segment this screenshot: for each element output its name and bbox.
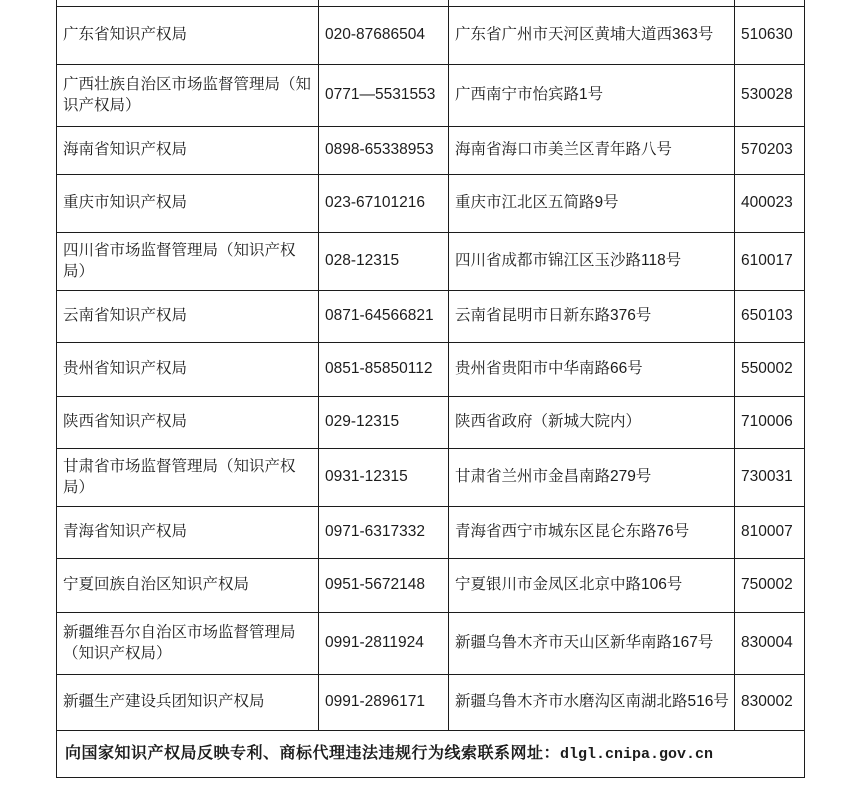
address-cell: 云南省昆明市日新东路376号	[449, 291, 735, 343]
office-name-cell: 贵州省知识产权局	[57, 343, 319, 397]
table-row	[57, 233, 805, 291]
address-cell: 广西南宁市怡宾路1号	[449, 65, 735, 127]
office-name-cell: 宁夏回族自治区知识产权局	[57, 559, 319, 613]
postal-code-cell: 510630	[735, 7, 805, 65]
phone-number-cell: 029-12315	[319, 397, 449, 449]
table-row	[57, 397, 805, 449]
phone-number-cell: 0898-65338953	[319, 127, 449, 175]
postal-code-cell: 830002	[735, 675, 805, 731]
footer-report-url: dlgl.cnipa.gov.cn	[560, 746, 714, 764]
office-name-cell: 青海省知识产权局	[57, 507, 319, 559]
phone-number-cell: 0991-2896171	[319, 675, 449, 731]
table-row	[57, 559, 805, 613]
table-row	[57, 65, 805, 127]
address-cell: 宁夏银川市金凤区北京中路106号	[449, 559, 735, 613]
phone-number-cell: 0851-85850112	[319, 343, 449, 397]
footer-notice-cell	[57, 731, 805, 778]
table-row	[57, 175, 805, 233]
phone-number-cell: 020-87686504	[319, 7, 449, 65]
office-name-cell: 海南省知识产权局	[57, 127, 319, 175]
phone-number-cell: 0991-2811924	[319, 613, 449, 675]
address-cell: 青海省西宁市城东区昆仑东路76号	[449, 507, 735, 559]
postal-code-cell: 550002	[735, 343, 805, 397]
office-name-cell: 广西壮族自治区市场监督管理局（知识产权局）	[57, 65, 319, 127]
address-cell: 陕西省政府（新城大院内）	[449, 397, 735, 449]
office-name-cell: 广东省知识产权局	[57, 7, 319, 65]
office-name-cell: 新疆维吾尔自治区市场监督管理局（知识产权局）	[57, 613, 319, 675]
postal-code-cell: 530028	[735, 65, 805, 127]
table-body	[57, 0, 805, 778]
phone-number-cell: 0951-5672148	[319, 559, 449, 613]
ip-office-contact-table	[56, 0, 805, 778]
office-name-cell: 陕西省知识产权局	[57, 397, 319, 449]
phone-number-cell: 0971-6317332	[319, 507, 449, 559]
address-cell: 四川省成都市锦江区玉沙路118号	[449, 233, 735, 291]
postal-code-cell: 830004	[735, 613, 805, 675]
phone-number-cell: 0931-12315	[319, 449, 449, 507]
table-row	[57, 291, 805, 343]
office-name-cell: 新疆生产建设兵团知识产权局	[57, 675, 319, 731]
phone-number-cell: 023-67101216	[319, 175, 449, 233]
table-row	[57, 127, 805, 175]
address-cell: 海南省海口市美兰区青年路八号	[449, 127, 735, 175]
table-row	[57, 343, 805, 397]
footer-notice-text: 向国家知识产权局反映专利、商标代理违法违规行为线索联系网址：	[65, 745, 561, 763]
address-cell: 甘肃省兰州市金昌南路279号	[449, 449, 735, 507]
table-row	[57, 675, 805, 731]
postal-code-cell: 730031	[735, 449, 805, 507]
postal-code-cell: 750002	[735, 559, 805, 613]
office-name-cell: 甘肃省市场监督管理局（知识产权局）	[57, 449, 319, 507]
address-cell: 新疆乌鲁木齐市天山区新华南路167号	[449, 613, 735, 675]
address-cell: 重庆市江北区五简路9号	[449, 175, 735, 233]
office-name-cell: 云南省知识产权局	[57, 291, 319, 343]
table-row	[57, 449, 805, 507]
postal-code-cell: 400023	[735, 175, 805, 233]
postal-code-cell: 650103	[735, 291, 805, 343]
office-name-cell: 四川省市场监督管理局（知识产权局）	[57, 233, 319, 291]
postal-code-cell: 570203	[735, 127, 805, 175]
table-row	[57, 7, 805, 65]
office-name-cell: 重庆市知识产权局	[57, 175, 319, 233]
postal-code-cell: 810007	[735, 507, 805, 559]
address-cell: 新疆乌鲁木齐市水磨沟区南湖北路516号	[449, 675, 735, 731]
phone-number-cell: 0871-64566821	[319, 291, 449, 343]
table-row	[57, 613, 805, 675]
postal-code-cell: 610017	[735, 233, 805, 291]
address-cell: 贵州省贵阳市中华南路66号	[449, 343, 735, 397]
phone-number-cell: 028-12315	[319, 233, 449, 291]
footer-notice-row	[57, 731, 805, 778]
table-row	[57, 507, 805, 559]
phone-number-cell: 0771—5531553	[319, 65, 449, 127]
address-cell: 广东省广州市天河区黄埔大道西363号	[449, 7, 735, 65]
postal-code-cell: 710006	[735, 397, 805, 449]
